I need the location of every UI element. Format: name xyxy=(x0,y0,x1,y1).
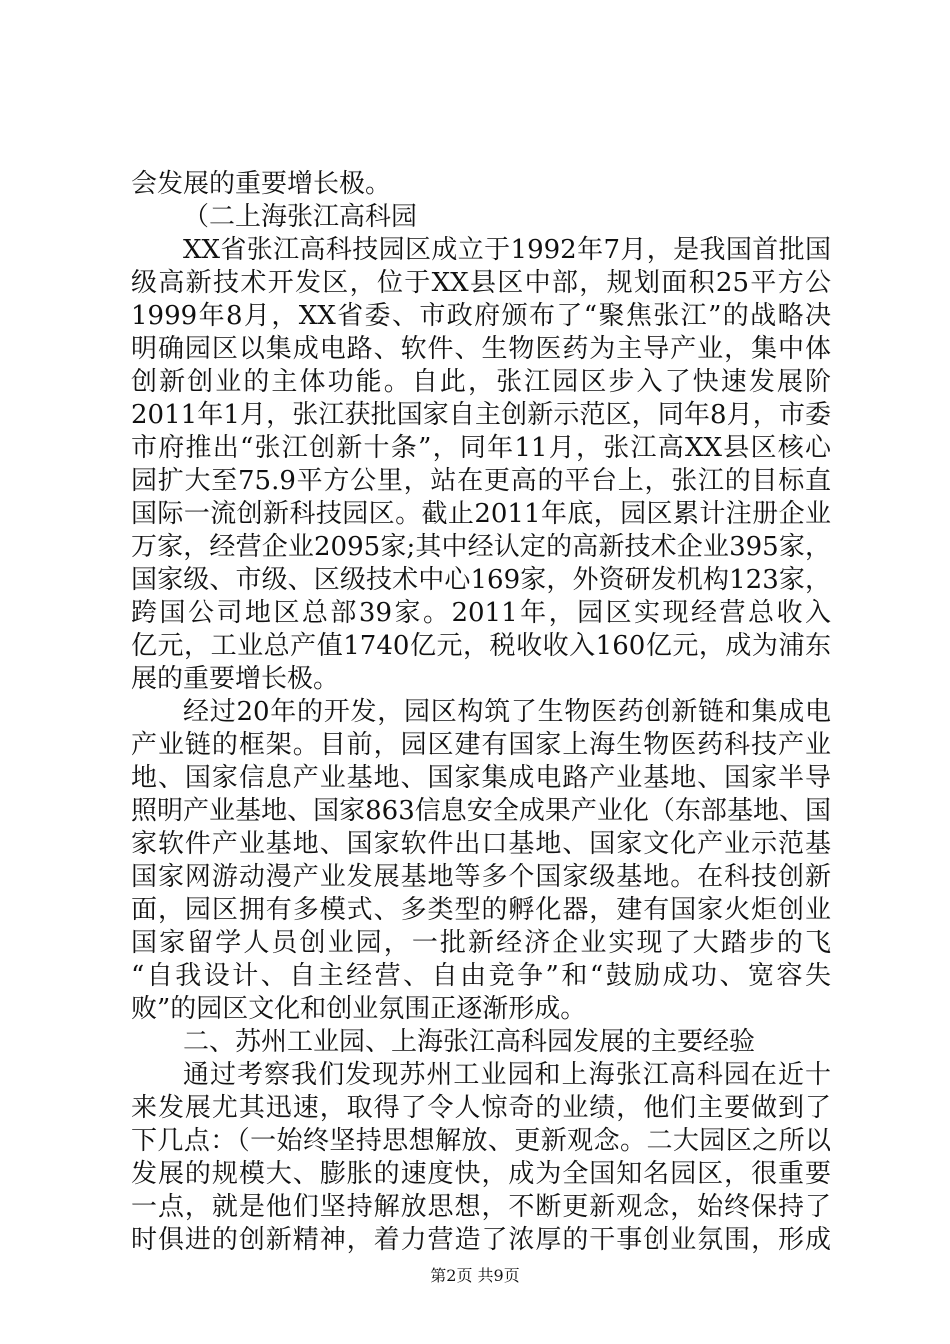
text-line: 照明产业基地、国家863信息安全成果产业化（东部基地、国 xyxy=(131,796,831,826)
text-line: 通过考察我们发现苏州工业园和上海张江高科园在近十 xyxy=(183,1060,831,1090)
text-line: 发展的规模大、膨胀的速度快，成为全国知名园区，很重要 xyxy=(131,1159,831,1189)
text-line: 下几点：（一始终坚持思想解放、更新观念。二大园区之所以 xyxy=(131,1126,831,1156)
text-line: 经过20年的开发，园区构筑了生物医药创新链和集成电 xyxy=(183,697,831,727)
text-line: 创新创业的主体功能。自此，张江园区步入了快速发展阶 xyxy=(131,367,831,397)
text-line: “自我设计、自主经营、自由竞争”和“鼓励成功、宽容失 xyxy=(131,961,831,991)
text-line: XX省张江高科技园区成立于1992年7月，是我国首批国 xyxy=(183,235,831,265)
text-line: 国家级、市级、区级技术中心169家，外资研发机构123家， xyxy=(131,565,831,595)
text-line: 市府推出“张江创新十条”，同年11月，张江高XX县区核心 xyxy=(131,433,831,463)
text-line: 一点，就是他们坚持解放思想，不断更新观念，始终保持了 xyxy=(131,1192,831,1222)
text-line: 园扩大至75.9平方公里，站在更高的平台上，张江的目标直 xyxy=(131,466,831,496)
text-line: 展的重要增长极。 xyxy=(131,664,340,694)
body-text xyxy=(131,168,831,1257)
text-line: 级高新技术开发区，位于XX县区中部，规划面积25平方公 xyxy=(131,268,831,298)
text-line: 二、苏州工业园、上海张江高科园发展的主要经验 xyxy=(183,1027,756,1057)
text-line: 面，园区拥有多模式、多类型的孵化器，建有国家火炬创业 xyxy=(131,895,831,925)
text-line: 家软件产业基地、国家软件出口基地、国家文化产业示范基 xyxy=(131,829,831,859)
text-line: 1999年8月，XX省委、市政府颁布了“聚焦张江”的战略决 xyxy=(131,301,831,331)
text-line: 跨国公司地区总部39家。2011年，园区实现经营总收入 xyxy=(131,598,831,628)
text-line: 会发展的重要增长极。 xyxy=(131,169,392,199)
text-line: 地、国家信息产业基地、国家集成电路产业基地、国家半导 xyxy=(131,763,831,793)
text-line: 时俱进的创新精神，着力营造了浓厚的干事创业氛围，形成 xyxy=(131,1225,831,1255)
text-line: 万家，经营企业2095家;其中经认定的高新技术企业395家， xyxy=(131,532,831,562)
text-line: 产业链的框架。目前，园区建有国家上海生物医药科技产业 xyxy=(131,730,831,760)
text-line: 明确园区以集成电路、软件、生物医药为主导产业，集中体 xyxy=(131,334,831,364)
text-line: 国家网游动漫产业发展基地等多个国家级基地。在科技创新 xyxy=(131,862,831,892)
text-line: （二上海张江高科园 xyxy=(183,202,418,232)
text-line: 败”的园区文化和创业氛围正逐渐形成。 xyxy=(131,994,587,1024)
page-footer: 第2页 共9页 xyxy=(430,1266,520,1285)
text-line: 国家留学人员创业园，一批新经济企业实现了大踏步的飞 xyxy=(131,928,831,958)
text-line: 国际一流创新科技园区。截止2011年底，园区累计注册企业 xyxy=(131,499,831,529)
text-line: 亿元，工业总产值1740亿元，税收收入160亿元，成为浦东 xyxy=(131,631,831,661)
text-line: 来发展尤其迅速，取得了令人惊奇的业绩，他们主要做到了 xyxy=(131,1093,831,1123)
text-line: 2011年1月，张江获批国家自主创新示范区，同年8月，市委 xyxy=(131,400,831,430)
